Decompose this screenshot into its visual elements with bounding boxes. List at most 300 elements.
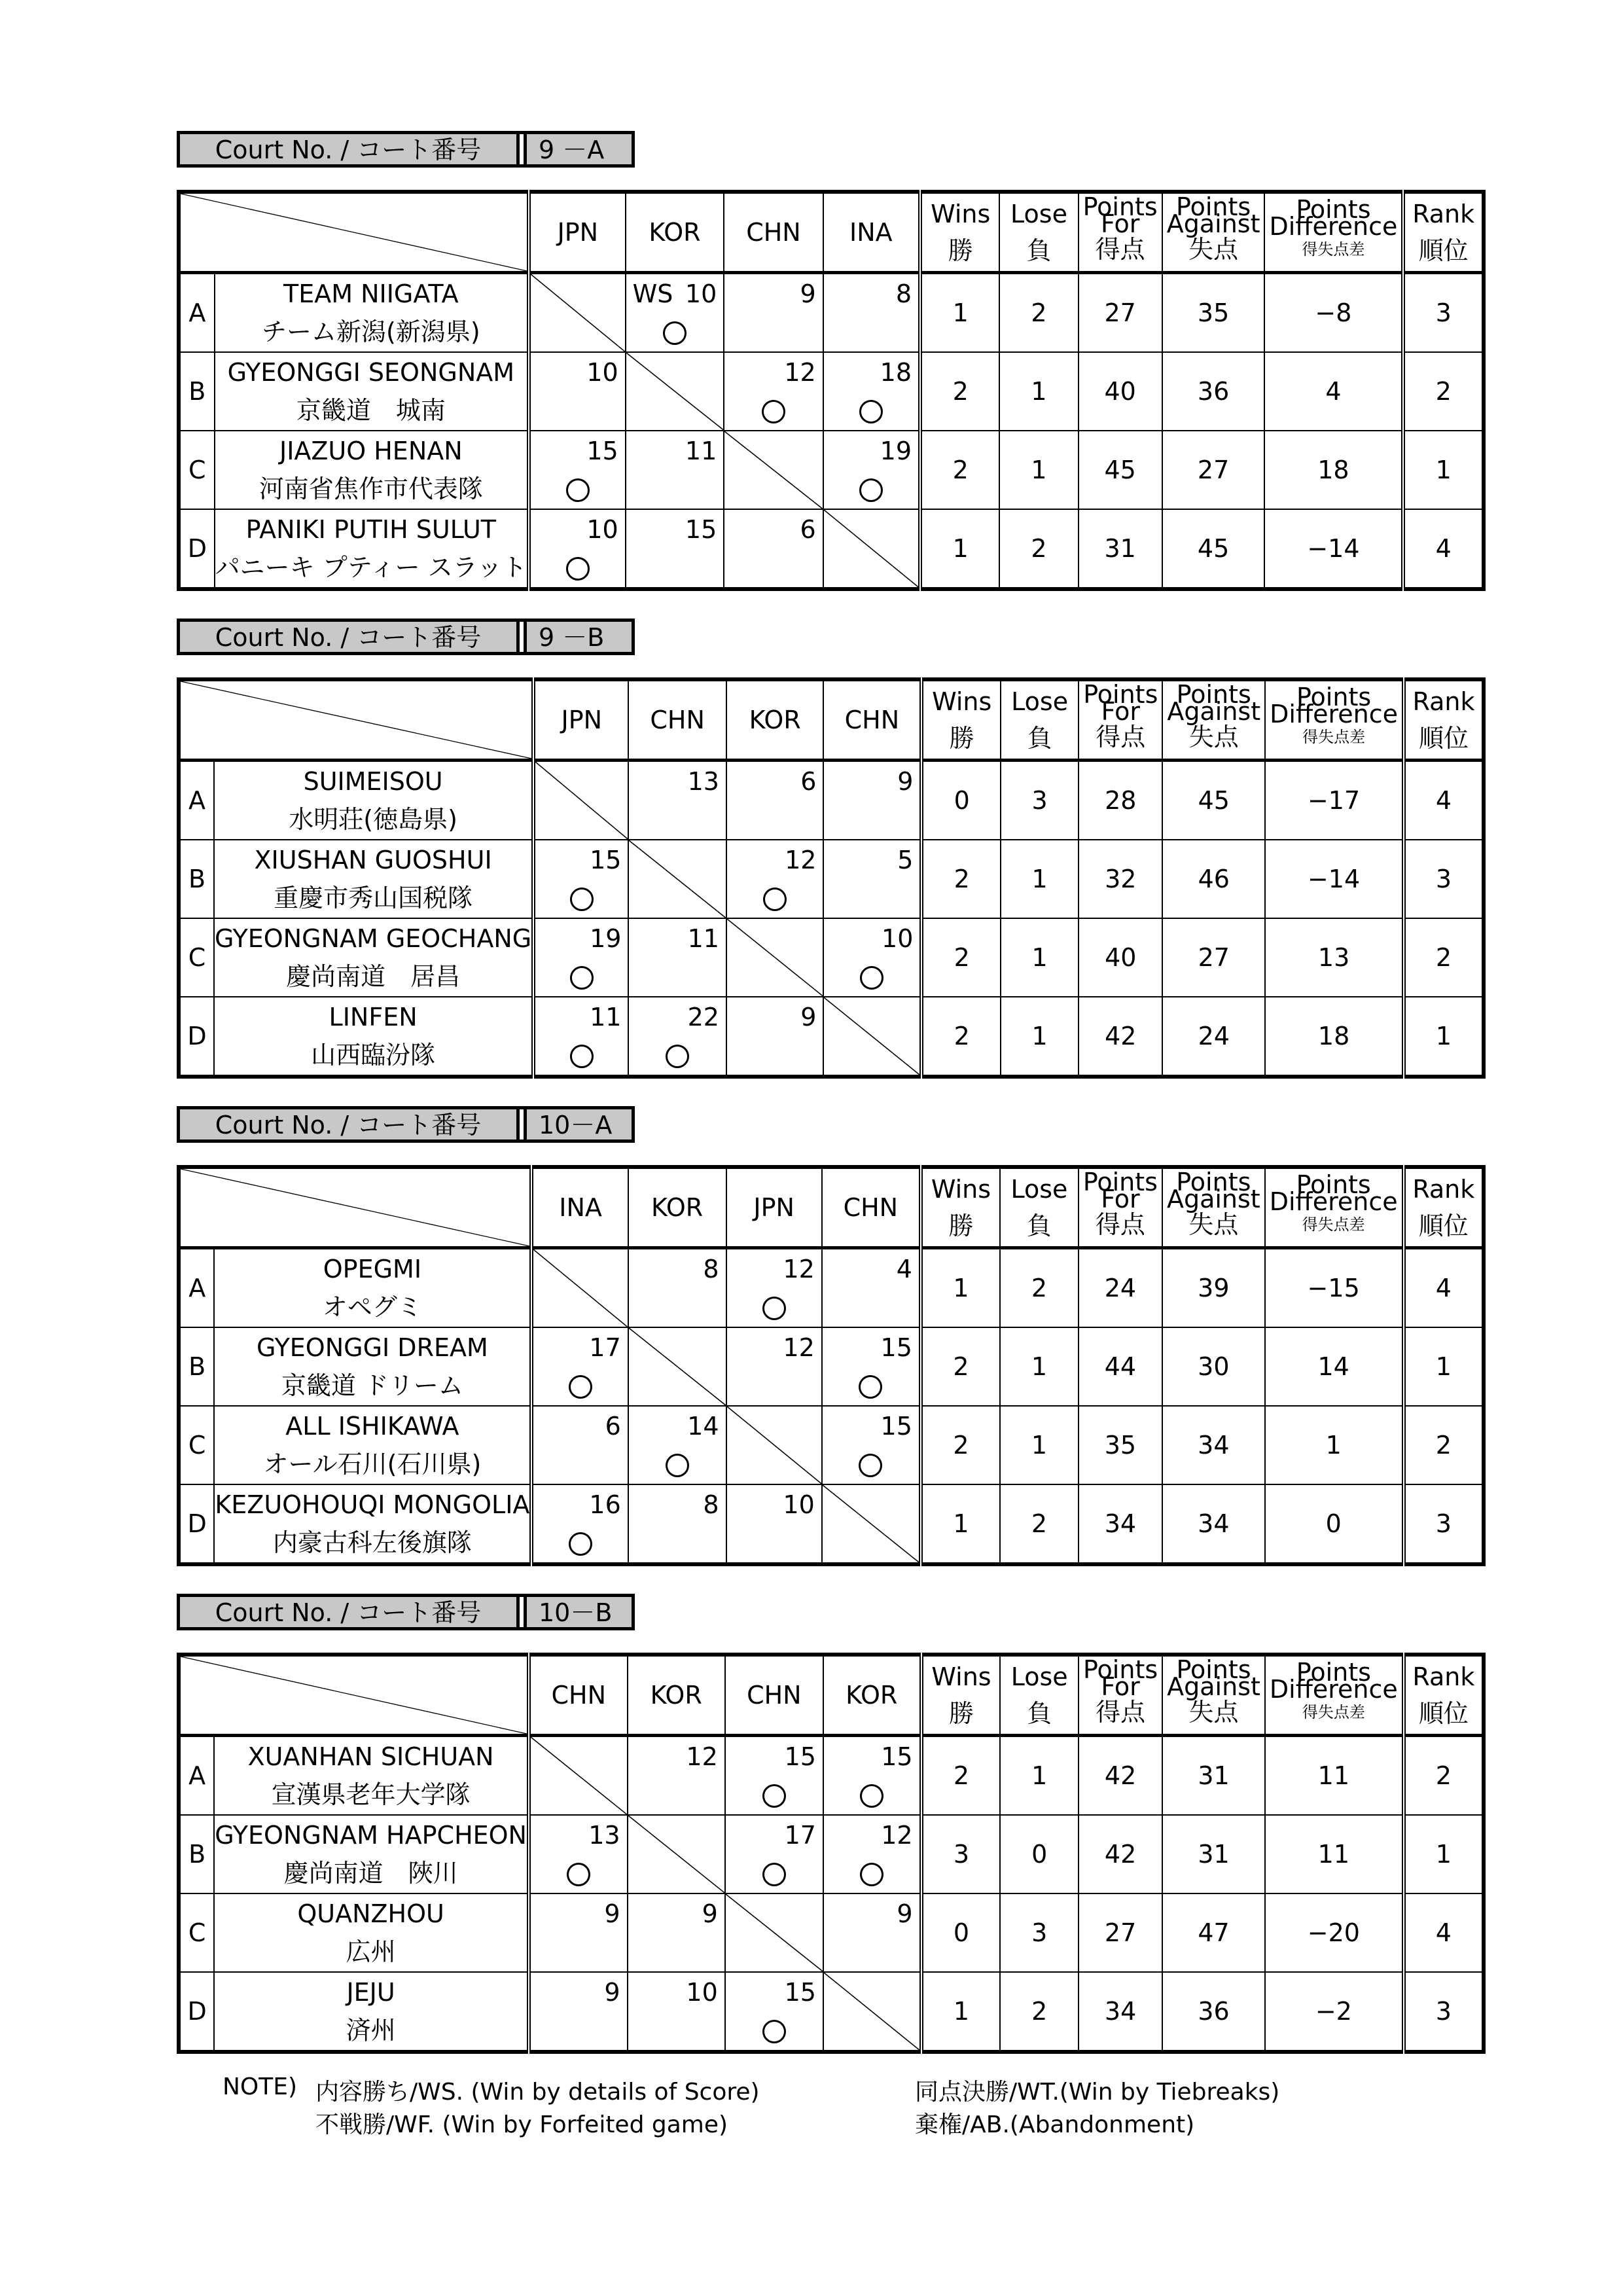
opponent-header: KOR bbox=[628, 1655, 725, 1736]
team-letter: D bbox=[179, 1484, 214, 1564]
note-prefix: NOTE) bbox=[223, 2073, 298, 2100]
match-score-cell bbox=[529, 1972, 628, 2052]
match-score-cell bbox=[823, 761, 921, 840]
points-against-value: 27 bbox=[1162, 431, 1265, 509]
team-letter: A bbox=[179, 761, 214, 840]
team-row bbox=[179, 273, 1484, 353]
rank-label: Rank bbox=[1412, 1662, 1475, 1691]
points-for-value: 44 bbox=[1079, 1327, 1162, 1406]
pd-header bbox=[1265, 1655, 1404, 1736]
team-name-en: GYEONGGI DREAM bbox=[257, 1333, 488, 1362]
court-code: 9 －B bbox=[524, 619, 635, 655]
match-score: 9 bbox=[702, 1899, 718, 1928]
lose-value: 2 bbox=[1000, 1484, 1079, 1564]
points-for-value: 42 bbox=[1079, 997, 1162, 1077]
match-score-cell bbox=[529, 1893, 628, 1972]
match-score-cell bbox=[823, 918, 921, 997]
pd-label-jp: 得失点差 bbox=[1302, 1703, 1365, 1721]
note-wf: 不戦勝/WF. (Win by Forfeited game) bbox=[315, 2111, 728, 2138]
lose-label-jp: 負 bbox=[1027, 1699, 1052, 1728]
self-match-cell bbox=[724, 431, 823, 509]
lose-value: 2 bbox=[999, 509, 1078, 589]
court-label bbox=[177, 1106, 635, 1147]
court-block bbox=[177, 1594, 1486, 2045]
win-circle-icon bbox=[763, 888, 787, 911]
match-score-cell bbox=[823, 840, 921, 918]
rank-value: 3 bbox=[1403, 273, 1484, 353]
court-block bbox=[177, 619, 1486, 1069]
team-letter: A bbox=[179, 1736, 214, 1816]
team-letter: B bbox=[179, 352, 215, 431]
lose-label-jp: 負 bbox=[1026, 1211, 1052, 1240]
pf-header bbox=[1079, 1167, 1162, 1248]
team-name-cell bbox=[214, 1736, 529, 1816]
lose-value: 2 bbox=[1000, 1972, 1079, 2052]
points-diff-value: −20 bbox=[1265, 1893, 1404, 1972]
note-wt: 同点決勝/WT.(Win by Tiebreaks) bbox=[915, 2079, 1280, 2106]
pf-label-jp: 得点 bbox=[1095, 1210, 1145, 1239]
team-name-jp: 慶尚南道 居昌 bbox=[286, 962, 461, 991]
match-score: 16 bbox=[589, 1490, 621, 1519]
match-score: 12 bbox=[784, 358, 816, 387]
lose-value: 3 bbox=[1001, 761, 1079, 840]
points-diff-value: −14 bbox=[1264, 509, 1403, 589]
win-circle-icon bbox=[570, 888, 594, 911]
self-match-cell bbox=[628, 1815, 725, 1893]
self-match-cell bbox=[533, 761, 628, 840]
pd-label: Points Difference bbox=[1269, 1658, 1398, 1704]
match-score-cell bbox=[529, 431, 626, 509]
match-score: 15 bbox=[590, 846, 622, 874]
match-score: 15 bbox=[881, 1742, 913, 1771]
match-score-cell bbox=[529, 509, 626, 589]
team-name-jp: 河南省焦作市代表隊 bbox=[259, 475, 483, 503]
points-diff-value: −15 bbox=[1265, 1248, 1404, 1328]
points-against-value: 46 bbox=[1162, 840, 1265, 918]
self-match-cell bbox=[529, 1736, 628, 1816]
match-score: 9 bbox=[897, 767, 914, 796]
wins-label: Wins bbox=[931, 200, 991, 228]
self-match-cell bbox=[628, 840, 726, 918]
note-ab: 棄権/AB.(Abandonment) bbox=[915, 2111, 1195, 2138]
rank-value: 1 bbox=[1404, 1327, 1484, 1406]
points-for-value: 32 bbox=[1079, 840, 1162, 918]
lose-value: 1 bbox=[1001, 997, 1079, 1077]
team-name-jp: 済州 bbox=[346, 2016, 396, 2045]
match-score-cell bbox=[626, 431, 724, 509]
win-circle-icon bbox=[762, 400, 785, 423]
match-score: 10 bbox=[783, 1490, 815, 1519]
points-for-value: 40 bbox=[1079, 352, 1162, 431]
match-score: 9 bbox=[604, 1978, 620, 2007]
pd-label-jp: 得失点差 bbox=[1302, 240, 1365, 259]
court-block bbox=[177, 1106, 1486, 1557]
win-circle-icon bbox=[859, 478, 883, 502]
court-code: 9 －A bbox=[524, 131, 635, 168]
team-name-jp: 京畿道 城南 bbox=[296, 396, 446, 425]
rank-value: 2 bbox=[1404, 1736, 1484, 1816]
team-name-jp: 山西臨汾隊 bbox=[311, 1041, 436, 1069]
win-circle-icon bbox=[566, 557, 590, 581]
match-score-cell bbox=[822, 1406, 921, 1484]
match-score-cell bbox=[628, 1484, 726, 1564]
wins-label: Wins bbox=[931, 1662, 991, 1691]
rank-label: Rank bbox=[1412, 200, 1475, 228]
team-name-jp: 慶尚南道 陜川 bbox=[283, 1859, 458, 1888]
win-circle-icon bbox=[860, 966, 883, 990]
pf-label: Points For bbox=[1082, 1168, 1158, 1213]
pd-label: Points Difference bbox=[1269, 195, 1398, 241]
team-name-en: LINFEN bbox=[329, 1003, 418, 1031]
wins-label-jp: 勝 bbox=[949, 1699, 974, 1728]
court-code: 10－B bbox=[524, 1594, 635, 1630]
match-score-cell bbox=[533, 918, 628, 997]
match-score-cell bbox=[822, 1327, 921, 1406]
self-match-cell bbox=[725, 1893, 823, 1972]
match-score: 6 bbox=[605, 1412, 621, 1441]
team-letter: A bbox=[179, 1248, 214, 1328]
match-score-cell bbox=[628, 1248, 726, 1328]
opponent-header: CHN bbox=[628, 679, 726, 761]
team-name-cell bbox=[214, 1484, 531, 1564]
lose-value: 2 bbox=[1000, 1248, 1079, 1328]
team-name-cell bbox=[214, 1815, 529, 1893]
wins-value: 0 bbox=[921, 1893, 1001, 1972]
team-name-en: GYEONGGI SEONGNAM bbox=[227, 358, 515, 387]
team-row bbox=[179, 918, 1484, 997]
rank-value: 3 bbox=[1404, 1972, 1484, 2052]
match-score: 10 bbox=[882, 924, 914, 953]
lose-value: 2 bbox=[999, 273, 1078, 353]
wins-header bbox=[921, 1167, 1000, 1248]
lose-value: 3 bbox=[1000, 1893, 1079, 1972]
match-score: 15 bbox=[880, 1333, 912, 1362]
points-against-value: 35 bbox=[1162, 273, 1265, 353]
opponent-header: INA bbox=[531, 1167, 628, 1248]
team-row bbox=[179, 1327, 1484, 1406]
win-circle-icon bbox=[570, 1045, 594, 1068]
points-against-value: 45 bbox=[1162, 509, 1265, 589]
header-row bbox=[179, 1167, 1484, 1248]
points-for-value: 42 bbox=[1079, 1815, 1162, 1893]
match-score-cell bbox=[626, 273, 724, 353]
self-match-cell bbox=[822, 1484, 921, 1564]
team-name-jp: オペグミ bbox=[322, 1293, 422, 1321]
team-letter: A bbox=[179, 273, 215, 353]
wins-value: 1 bbox=[921, 1484, 1000, 1564]
rank-value: 2 bbox=[1404, 1406, 1484, 1484]
match-score: 6 bbox=[800, 515, 816, 544]
rank-label: Rank bbox=[1412, 687, 1475, 716]
team-row bbox=[179, 1736, 1484, 1816]
points-against-value: 31 bbox=[1162, 1736, 1265, 1816]
win-circle-icon bbox=[666, 1045, 689, 1068]
match-score: 18 bbox=[880, 358, 912, 387]
opponent-header: CHN bbox=[529, 1655, 628, 1736]
win-circle-icon bbox=[570, 966, 594, 990]
points-for-value: 27 bbox=[1079, 1893, 1162, 1972]
team-letter: D bbox=[179, 1972, 214, 2052]
points-against-value: 31 bbox=[1162, 1815, 1265, 1893]
pa-header bbox=[1162, 679, 1265, 761]
team-row bbox=[179, 1815, 1484, 1893]
wins-value: 2 bbox=[920, 352, 999, 431]
match-score-cell bbox=[726, 1248, 822, 1328]
match-score-cell bbox=[531, 1327, 628, 1406]
points-for-value: 24 bbox=[1079, 1248, 1162, 1328]
rank-label: Rank bbox=[1412, 1175, 1475, 1204]
self-match-cell bbox=[726, 1406, 822, 1484]
team-name-cell bbox=[214, 918, 533, 997]
match-score-cell bbox=[725, 1972, 823, 2052]
pd-label-jp: 得失点差 bbox=[1302, 728, 1366, 746]
pd-label: Points Difference bbox=[1269, 1170, 1398, 1216]
header-row bbox=[179, 192, 1484, 273]
team-name-en: XUANHAN SICHUAN bbox=[247, 1742, 494, 1771]
opponent-header: KOR bbox=[726, 679, 824, 761]
match-score: 13 bbox=[588, 1821, 620, 1850]
points-diff-value: 11 bbox=[1265, 1736, 1404, 1816]
team-letter: C bbox=[179, 1893, 214, 1972]
corner-cell bbox=[179, 1167, 531, 1248]
match-score-cell bbox=[823, 1893, 921, 1972]
team-row bbox=[179, 761, 1484, 840]
rank-label-jp: 順位 bbox=[1418, 1211, 1469, 1240]
points-against-value: 47 bbox=[1162, 1893, 1265, 1972]
wins-value: 2 bbox=[921, 1327, 1000, 1406]
lose-value: 1 bbox=[1000, 1327, 1079, 1406]
points-against-value: 36 bbox=[1162, 352, 1265, 431]
lose-label: Lose bbox=[1011, 687, 1069, 716]
pa-label-jp: 失点 bbox=[1188, 235, 1239, 264]
wins-value: 2 bbox=[921, 997, 1001, 1077]
win-circle-icon bbox=[569, 1532, 592, 1556]
rank-value: 4 bbox=[1404, 1893, 1484, 1972]
team-name-cell bbox=[215, 431, 529, 509]
points-for-value: 35 bbox=[1079, 1406, 1162, 1484]
match-score-cell bbox=[822, 1248, 921, 1328]
lose-value: 0 bbox=[1000, 1815, 1079, 1893]
match-score: 12 bbox=[686, 1742, 718, 1771]
match-score: 11 bbox=[590, 1003, 622, 1031]
match-score: 14 bbox=[687, 1412, 719, 1441]
win-circle-icon bbox=[569, 1375, 592, 1399]
wins-label: Wins bbox=[931, 1175, 991, 1204]
team-letter: B bbox=[179, 1815, 214, 1893]
wins-value: 3 bbox=[921, 1815, 1001, 1893]
match-score: 9 bbox=[897, 1899, 913, 1928]
lose-value: 1 bbox=[1001, 840, 1079, 918]
round-robin-table bbox=[177, 1653, 1486, 2054]
match-score-cell bbox=[823, 1736, 921, 1816]
match-score-cell bbox=[823, 1815, 921, 1893]
wins-header bbox=[921, 679, 1001, 761]
pd-label: Points Difference bbox=[1270, 683, 1399, 728]
match-score: 9 bbox=[604, 1899, 620, 1928]
match-score: 9 bbox=[800, 279, 816, 308]
win-circle-icon bbox=[566, 478, 590, 502]
lose-header bbox=[999, 192, 1078, 273]
match-score-cell bbox=[724, 509, 823, 589]
match-score: 8 bbox=[895, 279, 912, 308]
points-diff-value: 0 bbox=[1265, 1484, 1404, 1564]
pf-label: Points For bbox=[1082, 192, 1158, 238]
points-diff-value: 13 bbox=[1265, 918, 1404, 997]
match-score-cell bbox=[628, 997, 726, 1077]
win-circle-icon bbox=[666, 1454, 689, 1477]
round-robin-table bbox=[177, 1165, 1486, 1566]
rank-value: 2 bbox=[1404, 918, 1484, 997]
team-letter: C bbox=[179, 918, 214, 997]
opponent-header: CHN bbox=[822, 1167, 921, 1248]
team-name-jp: 宣漢県老年大学隊 bbox=[271, 1780, 471, 1809]
header-row bbox=[179, 679, 1484, 761]
win-circle-icon bbox=[860, 1863, 883, 1886]
rank-header bbox=[1404, 679, 1484, 761]
lose-value: 1 bbox=[999, 352, 1078, 431]
pf-header bbox=[1079, 192, 1162, 273]
lose-label: Lose bbox=[1010, 200, 1067, 228]
team-letter: D bbox=[179, 509, 215, 589]
match-score: 17 bbox=[589, 1333, 621, 1362]
note-ws: 内容勝ち/WS. (Win by details of Score) bbox=[315, 2079, 760, 2106]
match-score: 12 bbox=[783, 1333, 815, 1362]
points-against-value: 24 bbox=[1162, 997, 1265, 1077]
points-against-value: 34 bbox=[1162, 1484, 1265, 1564]
rank-value: 4 bbox=[1404, 1248, 1484, 1328]
match-score-cell bbox=[724, 273, 823, 353]
lose-label-jp: 負 bbox=[1026, 236, 1052, 265]
match-score-cell bbox=[533, 997, 628, 1077]
points-against-value: 27 bbox=[1162, 918, 1265, 997]
match-score: 19 bbox=[880, 437, 912, 465]
self-match-cell bbox=[726, 918, 824, 997]
team-name-jp: オール石川(石川県) bbox=[263, 1450, 482, 1479]
team-name-jp: 重慶市秀山国税隊 bbox=[274, 884, 473, 912]
lose-value: 1 bbox=[1001, 918, 1079, 997]
pf-label-jp: 得点 bbox=[1096, 1698, 1146, 1727]
match-score-cell bbox=[725, 1815, 823, 1893]
lose-value: 1 bbox=[1000, 1406, 1079, 1484]
team-row bbox=[179, 1406, 1484, 1484]
corner-cell bbox=[179, 192, 529, 273]
self-match-cell bbox=[823, 509, 920, 589]
team-name-en: GYEONGNAM HAPCHEON bbox=[215, 1821, 527, 1850]
team-row bbox=[179, 840, 1484, 918]
points-for-value: 42 bbox=[1079, 1736, 1162, 1816]
self-match-cell bbox=[529, 273, 626, 353]
win-circle-icon bbox=[762, 1863, 786, 1886]
match-score: 15 bbox=[685, 515, 717, 544]
team-letter: C bbox=[179, 431, 215, 509]
team-name-en: KEZUOHOUQI MONGOLIA bbox=[215, 1490, 530, 1519]
pf-label: Points For bbox=[1083, 1655, 1158, 1701]
pf-header bbox=[1079, 1655, 1162, 1736]
team-name-jp: チーム新潟(新潟県) bbox=[262, 317, 480, 346]
points-for-value: 34 bbox=[1079, 1484, 1162, 1564]
match-score-cell bbox=[628, 761, 726, 840]
match-score-cell bbox=[823, 273, 920, 353]
header-row bbox=[179, 1655, 1484, 1736]
pd-header bbox=[1265, 679, 1404, 761]
team-name-jp: 広州 bbox=[346, 1937, 396, 1966]
team-name-cell bbox=[214, 1248, 531, 1328]
court-label-text: Court No. / コート番号 bbox=[177, 131, 520, 168]
lose-header bbox=[1001, 679, 1079, 761]
match-score: 9 bbox=[800, 1003, 817, 1031]
rank-header bbox=[1404, 1655, 1484, 1736]
team-name-en: OPEGMI bbox=[323, 1255, 422, 1283]
pa-label: Points Against bbox=[1167, 680, 1261, 726]
match-score: 12 bbox=[785, 846, 817, 874]
round-robin-table bbox=[177, 190, 1486, 591]
match-score: 17 bbox=[784, 1821, 816, 1850]
match-score-cell bbox=[823, 352, 920, 431]
match-score: 4 bbox=[896, 1255, 912, 1283]
team-row bbox=[179, 509, 1484, 589]
team-name-en: QUANZHOU bbox=[297, 1899, 444, 1928]
points-diff-value: 18 bbox=[1265, 997, 1404, 1077]
match-score-cell bbox=[628, 1893, 725, 1972]
match-score-cell bbox=[726, 1327, 822, 1406]
win-circle-icon bbox=[860, 1784, 883, 1808]
corner-cell bbox=[179, 679, 533, 761]
pd-label-jp: 得失点差 bbox=[1302, 1215, 1365, 1234]
team-name-cell bbox=[215, 352, 529, 431]
win-circle-icon bbox=[663, 321, 687, 345]
match-score: 10 bbox=[685, 279, 717, 308]
pf-label: Points For bbox=[1083, 680, 1158, 726]
team-name-en: XIUSHAN GUOSHUI bbox=[254, 846, 492, 874]
match-score: 15 bbox=[784, 1742, 816, 1771]
team-row bbox=[179, 1484, 1484, 1564]
team-name-cell bbox=[215, 273, 529, 353]
points-diff-value: −14 bbox=[1265, 840, 1404, 918]
opponent-header: JPN bbox=[529, 192, 626, 273]
team-letter: B bbox=[179, 840, 214, 918]
match-score-cell bbox=[725, 1736, 823, 1816]
rank-label-jp: 順位 bbox=[1418, 1699, 1469, 1728]
wins-label-jp: 勝 bbox=[948, 236, 973, 265]
pa-label-jp: 失点 bbox=[1188, 1210, 1239, 1239]
match-score-cell bbox=[724, 352, 823, 431]
rank-header bbox=[1404, 1167, 1484, 1248]
lose-value: 1 bbox=[1000, 1736, 1079, 1816]
points-for-value: 40 bbox=[1079, 918, 1162, 997]
lose-value: 1 bbox=[999, 431, 1078, 509]
match-score-cell bbox=[726, 761, 824, 840]
wins-value: 1 bbox=[921, 1972, 1001, 2052]
match-score-cell bbox=[628, 1972, 725, 2052]
points-against-value: 39 bbox=[1162, 1248, 1265, 1328]
wins-header bbox=[921, 1655, 1001, 1736]
team-row bbox=[179, 997, 1484, 1077]
wins-label: Wins bbox=[932, 687, 992, 716]
points-against-value: 45 bbox=[1162, 761, 1265, 840]
win-circle-icon bbox=[762, 1784, 786, 1808]
points-diff-value: 14 bbox=[1265, 1327, 1404, 1406]
pa-label-jp: 失点 bbox=[1188, 723, 1239, 751]
court-code: 10－A bbox=[524, 1106, 635, 1143]
pd-header bbox=[1265, 1167, 1404, 1248]
match-score: 6 bbox=[800, 767, 817, 796]
match-score-cell bbox=[823, 431, 920, 509]
rank-value: 1 bbox=[1404, 1815, 1484, 1893]
pa-label: Points Against bbox=[1166, 192, 1260, 238]
pa-header bbox=[1162, 1167, 1265, 1248]
win-circle-icon bbox=[762, 2020, 786, 2043]
court-label-text: Court No. / コート番号 bbox=[177, 1594, 520, 1630]
